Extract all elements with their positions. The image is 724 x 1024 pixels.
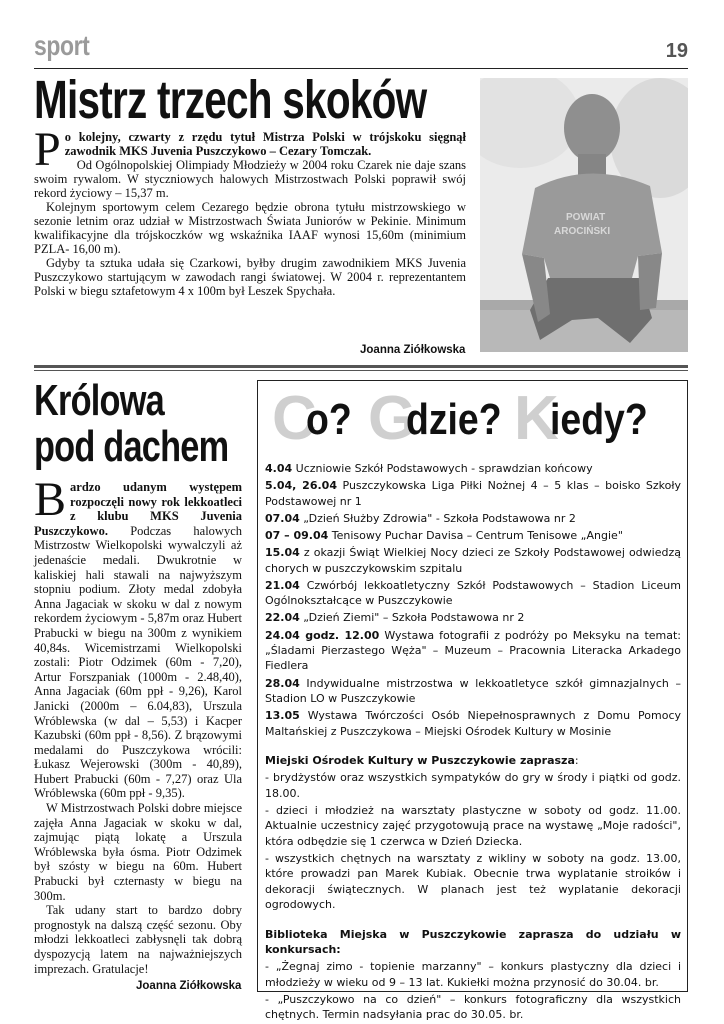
event-text: Puszczykowska Liga Piłki Nożnej 4 – 5 klas – boisko Szkoły Podstawowej nr 1 <box>265 479 682 508</box>
event-text: „Dzień Ziemi" – Szkoła Podstawowa nr 2 <box>299 611 525 625</box>
event-date: 24.04 godz. 12.00 <box>265 628 380 642</box>
library-heading-text: Biblioteka Miejska w Puszczykowie zaprasza do udziału w konkursach: <box>265 927 681 956</box>
article2-lead-bold: ardzo udanym występem rozpoczęli nowy rok lekkoatleci z klubu MKS Juvenia Puszczykowo. <box>34 480 242 538</box>
article2-dropcap: B <box>34 473 67 526</box>
title-letter-g: G <box>368 384 417 453</box>
article1-paragraph: Kolejnym sportowym celem Cezarego będzie obrona tytułu mistrzowskiego w sezonie letnim oraz udział w Mistrzostwach Świata Juniorów w Pekinie. Minimum kwalifikacyjne dla trójskoczków wg wskaźnika IAAF wynosi 15,60m (minimium PZLA- 16,00 m). <box>34 200 466 256</box>
title-letter-k: K <box>514 384 559 453</box>
library-item: - „Puszczykowo na co dzień" – konkurs fotograficzny dla wszystkich chętnych. Termin nadsyłania prac do 30.05. br. <box>265 992 681 1022</box>
event-text: Wystawa Twórczości Osób Niepełnosprawnych z Domu Pomocy Maltańskiej z Puszczykowa – Miejski Ośrodek Kultury w Mosinie <box>265 709 681 738</box>
mok-item: - dzieci i młodzież na warsztaty plastyczne w soboty od godz. 11.00. Aktualnie uczestnicy zajęć przygotowują prace na wystawę „Moje radości", która odbędzie się 1 czerwca w Dzień Dziecka. <box>265 803 681 848</box>
article2-headline <box>34 378 228 470</box>
article2-body <box>34 473 242 976</box>
event-text: Czwórbój lekkoatletyczny Szkół Podstawowych – Stadion Liceum Ogólnokształcące w Puszczykowie <box>265 578 681 608</box>
article1-lead-text: o kolejny, czwarty z rzędu tytuł Mistrza Polski w trójskoku sięgnął zawodnik MKS Juvenia Puszczykowo – Cezary Tomczak. <box>64 130 466 158</box>
article1-dropcap: P <box>34 123 61 176</box>
event-item <box>265 676 681 707</box>
event-date: 07 – 09.04 <box>265 529 329 543</box>
article1-headline: Mistrz trzech skoków <box>34 70 427 130</box>
article2-paragraph: Tak udany start to bardzo dobry prognostyk na dalszą część sezonu. Oby młodzi lekkoatleci zabłysnęli tak dobrą dyspozycją latem na najważniejszych imprezach. Gratulacje! <box>34 903 242 976</box>
event-text: Tenisowy Puchar Davisa – Centrum Tenisowe „Angie" <box>328 529 623 543</box>
event-item <box>265 478 681 509</box>
mok-heading-text: Miejski Ośrodek Kultury w Puszczykowie zaprasza <box>265 754 575 768</box>
event-date: 22.04 <box>265 611 300 625</box>
shirt-text-1: POWIAT <box>566 212 606 223</box>
article1-byline: Joanna Ziółkowska <box>360 344 466 356</box>
athlete-photo <box>480 78 688 352</box>
calendar-box <box>257 380 688 1022</box>
article2-lead-rest: Podczas halowych Mistrzostw Wielkopolski wywalczyli aż jedenaście medali. Dwukrotnie w kaliskiej hali stawali na najwyższym stopniu podium. Złoty medal zdobyła Anna Jagaciak w skoku w dal z nowym rekordem życiowym - 5,87m oraz Hubert Prabucki w biegu na 300m z wynikiem 40,84s. Wicemistrzami Wielkopolski zostali: Piotr Odzimek (60m - 7,20), Artur Forszpaniak (1000m - 2.48,40), Anna Jagaciak (60m ppł - 9,26), Karol Janicki (2000m – 6.04,83), Urszula Wróblewska (w dal – 5,53) i Kacper Kazubski (60m ppł - 8,56). Z brązowymi medalami do Puszczykowa wrócili: Łukasz Wejerowski (300m - 40,89), Hubert Prabucki (60m - 7,27) oraz Ula Wróblewska (60m ppł - 9,35). <box>34 523 242 801</box>
title-part-2: dzie? <box>406 395 502 444</box>
shirt-text-2: AROCIŃSKI <box>554 226 611 237</box>
title-part-1: o? <box>306 395 352 444</box>
article2-headline-line1: Królowa <box>34 376 164 425</box>
event-text: z okazji Świąt Wielkiej Nocy dzieci ze Szkoły Podstawowej odwiedzą chorych w puszczykowskim szpitalu <box>265 546 681 575</box>
event-text: Uczniowie Szkół Podstawowych - sprawdzian końcowy <box>292 462 593 475</box>
page-number: 19 <box>665 40 688 62</box>
title-part-3: iedy? <box>550 395 648 444</box>
article1-paragraph: Gdyby ta sztuka udała się Czarkowi, byłby drugim zawodnikiem MKS Juvenia Puszczykowo startującym w zawodach rangi światowej. W 2004 r. reprezentantem Polski w biegu sztafetowym 4 x 100m był Leszek Spychała. <box>34 256 466 298</box>
event-item <box>265 528 681 543</box>
events-list <box>265 461 681 1024</box>
mok-heading: Miejski Ośrodek Kultury w Puszczykowie zaprasza: <box>265 754 579 768</box>
event-item <box>265 708 681 739</box>
event-text: Indywidualne mistrzostwa w lekkoatletyce szkół gimnazjalnych – Stadion LO w Puszczykowie <box>265 676 681 706</box>
article1-paragraph: Od Ogólnopolskiej Olimpiady Młodzieży w 2004 roku Czarek nie daje szans swoim rywalom. W styczniowych halowych Mistrzostwach Polski poprawił swój rekord życiowy – 15,37 m. <box>34 158 466 200</box>
event-item <box>265 578 681 609</box>
event-date: 21.04 <box>265 578 300 592</box>
article2-lead <box>34 473 242 801</box>
title-letter-c: C <box>272 384 317 453</box>
event-text: „Dzień Służby Zdrowia" - Szkoła Podstawowa nr 2 <box>299 511 576 525</box>
event-text: Wystawa fotografii z podróży po Meksyku na temat: „Śladami Pierzastego Węża" – Muzeum – Pracownia Literacka Arkadego Fiedlera <box>265 628 681 673</box>
top-rule <box>34 68 688 69</box>
article1-lead <box>34 123 466 176</box>
event-date: 13.05 <box>265 709 300 723</box>
mok-item: - brydżystów oraz wszystkich sympatyków do gry w środy i piątki od godz. 18.00. <box>265 771 681 800</box>
event-item <box>265 461 681 476</box>
article2-paragraph: W Mistrzostwach Polski dobre miejsce zajęła Anna Jagaciak w skoku w dal, zajmując piątą lokatę a Urszula Wróblewska była ósma. Piotr Odzimek był szósty w biegu na 60m. Hubert Prabucki był czternasty w biegu na 300m. <box>34 801 242 903</box>
library-heading <box>265 927 681 958</box>
event-item <box>265 628 681 674</box>
library-item: - „Żegnaj zimo - topienie marzanny" – konkurs plastyczny dla dzieci i młodzieży w wieku od 9 – 13 lat. Kukiełki można przynosić do 30.04. br. <box>265 960 681 989</box>
event-date: 07.04 <box>265 511 300 525</box>
event-date: 15.04 <box>265 546 300 560</box>
event-item <box>265 545 681 576</box>
section-divider-thin <box>34 370 688 371</box>
event-date: 28.04 <box>265 676 300 690</box>
event-date: 5.04, 26.04 <box>265 479 337 493</box>
athlete-illustration <box>480 78 688 352</box>
article1-body <box>34 123 466 298</box>
event-item <box>265 610 681 625</box>
event-item <box>265 511 681 526</box>
section-divider <box>34 365 688 368</box>
event-date: 4.04 <box>265 462 293 475</box>
section-label: sport <box>34 30 90 61</box>
article2-byline: Joanna Ziółkowska <box>136 980 242 992</box>
article2-headline-line2: pod dachem <box>34 422 229 471</box>
calendar-title <box>270 384 690 453</box>
mok-item: - wszystkich chętnych na warsztaty z wikliny w soboty na godz. 13.00, które prowadzi pan Marek Kubiak. Obecnie trwa wyplatanie stroików i dekoracji świątecznych. W planach jest też wyplatanie dekoracji ogrodowych. <box>265 851 681 912</box>
